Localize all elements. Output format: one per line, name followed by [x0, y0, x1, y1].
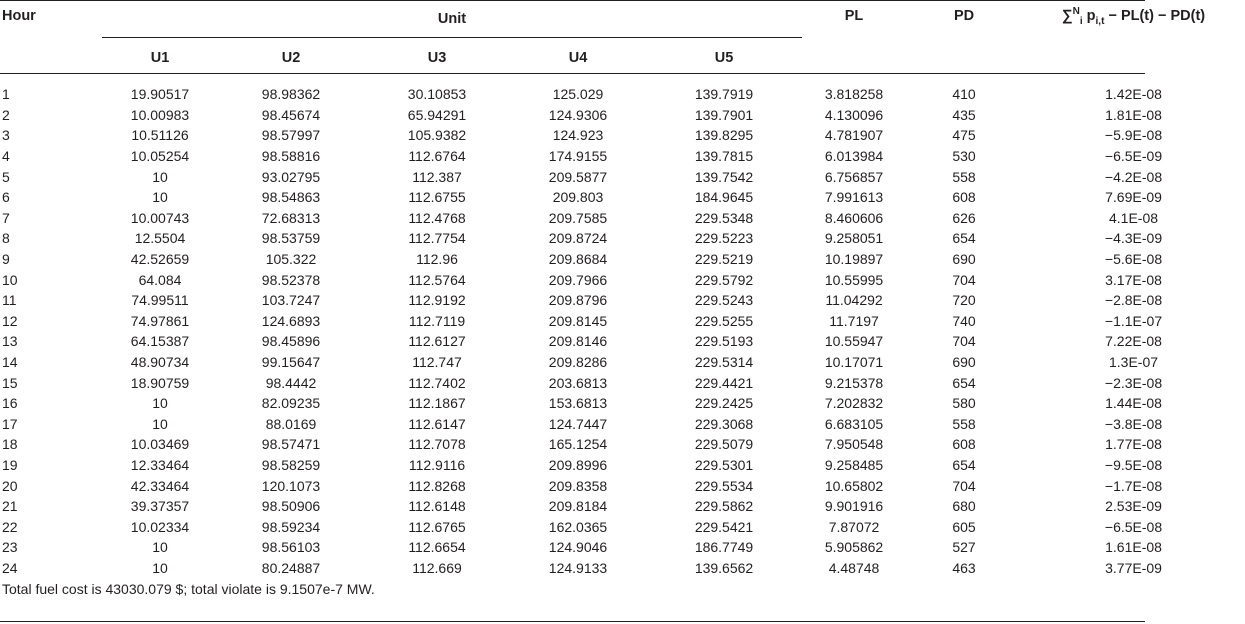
value-cell: 209.8796 [548, 292, 608, 309]
value-cell: 12.5504 [134, 230, 186, 247]
value-cell: 704 [952, 477, 976, 494]
table-row [0, 352, 1245, 373]
value-cell: 530 [952, 148, 976, 165]
value-cell: 42.33464 [130, 477, 190, 494]
value-cell: 720 [952, 292, 976, 309]
table-row [0, 269, 1245, 290]
table-row [0, 393, 1245, 414]
table-row [0, 208, 1245, 229]
value-cell: 229.5421 [694, 518, 754, 535]
value-cell: 229.5193 [694, 333, 754, 350]
value-cell: 98.52378 [261, 271, 321, 288]
hour-cell: 23 [2, 539, 18, 556]
value-cell: 112.6654 [408, 539, 466, 556]
value-cell: 229.5079 [694, 436, 754, 453]
value-cell: 112.7754 [408, 230, 466, 247]
value-cell: 209.8996 [548, 456, 608, 473]
value-cell: −2.3E-08 [1104, 374, 1163, 391]
table-row [0, 311, 1245, 332]
hour-cell: 12 [2, 312, 18, 329]
value-cell: 64.084 [138, 271, 182, 288]
value-cell: 186.7749 [694, 539, 754, 556]
hour-cell: 16 [2, 395, 18, 412]
value-cell: 98.98362 [261, 86, 321, 103]
value-cell: 704 [952, 333, 976, 350]
value-cell: −1.1E-07 [1104, 312, 1163, 329]
value-cell: 112.5764 [408, 271, 466, 288]
value-cell: 10 [152, 168, 168, 185]
hour-cell: 19 [2, 456, 18, 473]
value-cell: 65.94291 [407, 106, 467, 123]
value-cell: 112.96 [416, 251, 458, 268]
u3-header: U3 [364, 38, 510, 79]
hour-header: Hour [2, 8, 36, 24]
value-cell: 112.4768 [408, 209, 466, 226]
value-cell: 209.5877 [548, 168, 608, 185]
value-cell: −4.2E-08 [1104, 168, 1163, 185]
u5-header: U5 [646, 38, 802, 79]
value-cell: 10.19897 [824, 251, 884, 268]
value-cell: 98.58816 [261, 148, 321, 165]
value-cell: 229.5223 [694, 230, 754, 247]
balance-header [1022, 0, 1245, 78]
value-cell: 112.7078 [408, 436, 466, 453]
value-cell: 10.55947 [824, 333, 884, 350]
value-cell: 1.42E-08 [1105, 86, 1162, 103]
hour-cell: 3 [2, 127, 10, 144]
value-cell: 6.013984 [824, 148, 884, 165]
hour-cell: 5 [2, 168, 10, 185]
value-cell: 229.5792 [694, 271, 754, 288]
value-cell: 72.68313 [261, 209, 321, 226]
value-cell: 112.387 [412, 168, 462, 185]
value-cell: 209.7585 [548, 209, 608, 226]
value-cell: 209.8184 [548, 498, 608, 515]
value-cell: 98.57471 [261, 436, 321, 453]
value-cell: 112.8268 [408, 477, 466, 494]
value-cell: 74.97861 [130, 312, 190, 329]
value-cell: 125.029 [552, 86, 604, 103]
value-cell: −4.3E-09 [1104, 230, 1163, 247]
hour-cell: 9 [2, 251, 10, 268]
value-cell: 99.15647 [261, 354, 321, 371]
value-cell: 139.7815 [694, 148, 754, 165]
value-cell: 112.747 [412, 354, 462, 371]
value-cell: 6.683105 [824, 415, 884, 432]
u2-header: U2 [218, 38, 364, 79]
value-cell: 229.2425 [694, 395, 754, 412]
value-cell: 30.10853 [407, 86, 467, 103]
value-cell: 112.6147 [408, 415, 466, 432]
hour-cell: 24 [2, 559, 18, 576]
value-cell: 139.7542 [694, 168, 754, 185]
value-cell: −5.6E-08 [1104, 251, 1163, 268]
value-cell: 98.4442 [265, 374, 317, 391]
value-cell: 654 [952, 456, 976, 473]
table-row [0, 331, 1245, 352]
value-cell: 229.5348 [694, 209, 754, 226]
value-cell: −2.8E-08 [1104, 292, 1163, 309]
value-cell: 410 [952, 86, 976, 103]
value-cell: 10.00983 [130, 106, 190, 123]
value-cell: 9.901916 [824, 498, 884, 515]
value-cell: 112.6127 [408, 333, 466, 350]
value-cell: 124.9133 [548, 559, 608, 576]
value-cell: 112.6765 [408, 518, 466, 535]
value-cell: 42.52659 [130, 251, 190, 268]
value-cell: 88.0169 [265, 415, 317, 432]
value-cell: 12.33464 [130, 456, 190, 473]
value-cell: 112.1867 [408, 395, 466, 412]
value-cell: 7.991613 [824, 189, 884, 206]
hour-cell: 11 [2, 292, 17, 309]
u4-header: U4 [510, 38, 646, 79]
unit-group-header [102, 0, 802, 38]
value-cell: 626 [952, 209, 976, 226]
value-cell: 98.57997 [261, 127, 321, 144]
u1-header: U1 [102, 38, 218, 79]
value-cell: 229.3068 [694, 415, 754, 432]
value-cell: 229.5862 [694, 498, 754, 515]
pd-header: PD [953, 8, 975, 24]
pl-header: PL [844, 8, 864, 24]
value-cell: 64.15387 [130, 333, 190, 350]
value-cell: 9.258485 [824, 456, 884, 473]
value-cell: 18.90759 [130, 374, 190, 391]
table-row [0, 414, 1245, 435]
value-cell: 120.1073 [261, 477, 321, 494]
hour-cell: 13 [2, 333, 18, 350]
value-cell: 124.6893 [261, 312, 321, 329]
value-cell: 7.202832 [824, 395, 884, 412]
value-cell: 98.56103 [261, 539, 321, 556]
value-cell: 39.37357 [130, 498, 190, 515]
value-cell: 80.24887 [261, 559, 321, 576]
sigma-upper: N [1072, 6, 1080, 17]
value-cell: 229.5301 [694, 456, 754, 473]
value-cell: 10.65802 [824, 477, 884, 494]
value-cell: 10.00743 [130, 209, 190, 226]
value-cell: 7.22E-08 [1105, 333, 1162, 350]
value-cell: 1.81E-08 [1105, 106, 1162, 123]
hour-cell: 8 [2, 230, 10, 247]
value-cell: 139.6562 [694, 559, 754, 576]
value-cell: 10.55995 [824, 271, 884, 288]
hour-cell: 7 [2, 209, 10, 226]
table-row [0, 496, 1245, 517]
table-row [0, 166, 1245, 187]
value-cell: 10.03469 [130, 436, 190, 453]
table-row [0, 475, 1245, 496]
value-cell: −1.7E-08 [1104, 477, 1163, 494]
value-cell: 580 [952, 395, 976, 412]
value-cell: 11.04292 [825, 292, 883, 309]
table-row [0, 516, 1245, 537]
value-cell: 82.09235 [261, 395, 321, 412]
hour-cell: 1 [2, 86, 10, 103]
value-cell: 203.6813 [548, 374, 608, 391]
value-cell: 105.322 [265, 251, 317, 268]
sigma-lower: i [1079, 15, 1083, 27]
value-cell: 7.87072 [828, 518, 880, 535]
table-row [0, 187, 1245, 208]
value-cell: 7.950548 [824, 436, 884, 453]
value-cell: 139.7919 [694, 86, 754, 103]
hour-cell: 20 [2, 477, 18, 494]
value-cell: 10 [152, 189, 168, 206]
hour-cell: 22 [2, 518, 18, 535]
table-row [0, 146, 1245, 167]
value-cell: 10.02334 [130, 518, 190, 535]
value-cell: 9.215378 [824, 374, 884, 391]
table-body [0, 78, 1245, 578]
value-cell: 608 [952, 436, 976, 453]
value-cell: 19.90517 [130, 86, 190, 103]
value-cell: −3.8E-08 [1104, 415, 1163, 432]
value-cell: 527 [952, 539, 976, 556]
value-cell: 112.7402 [408, 374, 466, 391]
value-cell: 690 [952, 354, 976, 371]
table-row [0, 228, 1245, 249]
value-cell: 558 [952, 415, 976, 432]
value-cell: 475 [952, 127, 976, 144]
value-cell: 229.5314 [694, 354, 754, 371]
hour-cell: 18 [2, 436, 18, 453]
table-row [0, 78, 1245, 105]
value-cell: 98.45896 [261, 333, 321, 350]
value-cell: 112.6755 [408, 189, 466, 206]
value-cell: 98.50906 [261, 498, 321, 515]
value-cell: 209.8724 [548, 230, 608, 247]
value-cell: 3.77E-09 [1105, 559, 1162, 576]
value-cell: 8.460606 [824, 209, 884, 226]
hour-cell: 17 [2, 415, 18, 432]
value-cell: 229.5219 [694, 251, 754, 268]
value-cell: 4.48748 [828, 559, 880, 576]
value-cell: 10.05254 [130, 148, 190, 165]
value-cell: 10 [152, 415, 168, 432]
sigma-symbol: ∑ [1061, 6, 1073, 24]
value-cell: 3.17E-08 [1105, 271, 1162, 288]
value-cell: 209.8146 [548, 333, 608, 350]
value-cell: 48.90734 [130, 354, 190, 371]
value-cell: 654 [952, 230, 976, 247]
value-cell: 165.1254 [548, 436, 608, 453]
value-cell: 112.6148 [408, 498, 466, 515]
value-cell: −5.9E-08 [1104, 127, 1163, 144]
value-cell: 10.17071 [824, 354, 884, 371]
hour-cell: 14 [2, 354, 18, 371]
value-cell: 139.7901 [694, 106, 754, 123]
value-cell: 112.669 [412, 559, 462, 576]
value-cell: 153.6813 [548, 395, 608, 412]
value-cell: 229.5255 [694, 312, 754, 329]
value-cell: 558 [952, 168, 976, 185]
value-cell: 1.44E-08 [1105, 395, 1162, 412]
value-cell: 9.258051 [824, 230, 884, 247]
value-cell: 124.7447 [548, 415, 608, 432]
value-cell: 229.5243 [694, 292, 754, 309]
value-cell: 740 [952, 312, 976, 329]
value-cell: 229.4421 [694, 374, 754, 391]
table-row [0, 125, 1245, 146]
value-cell: 112.6764 [408, 148, 466, 165]
balance-rest: − PL(t) − PD(t) [1104, 7, 1206, 24]
p-symbol: p [1086, 7, 1096, 24]
value-cell: 654 [952, 374, 976, 391]
value-cell: 4.1E-08 [1109, 209, 1159, 226]
value-cell: 3.818258 [824, 86, 884, 103]
value-cell: 209.8358 [548, 477, 608, 494]
value-cell: 10.51126 [131, 127, 189, 144]
unit-header: Unit [437, 11, 467, 27]
value-cell: 98.59234 [261, 518, 321, 535]
value-cell: 98.54863 [261, 189, 321, 206]
value-cell: 162.0365 [548, 518, 608, 535]
value-cell: 608 [952, 189, 976, 206]
p-subscript: i,t [1095, 15, 1105, 27]
value-cell: 10 [152, 539, 168, 556]
hour-cell: 6 [2, 189, 10, 206]
hour-cell: 4 [2, 148, 10, 165]
value-cell: 209.8286 [548, 354, 608, 371]
value-cell: 11.7197 [829, 312, 879, 329]
value-cell: 74.99511 [131, 292, 189, 309]
hour-cell: 15 [2, 374, 18, 391]
value-cell: 2.53E-09 [1105, 498, 1162, 515]
value-cell: 112.7119 [408, 312, 466, 329]
value-cell: 1.61E-08 [1105, 539, 1162, 556]
value-cell: 5.905862 [824, 539, 884, 556]
value-cell: 605 [952, 518, 976, 535]
value-cell: 435 [952, 106, 976, 123]
value-cell: 7.69E-09 [1105, 189, 1162, 206]
table-row [0, 537, 1245, 558]
value-cell: 6.756857 [824, 168, 884, 185]
value-cell: 1.77E-08 [1105, 436, 1162, 453]
value-cell: 124.9306 [548, 106, 608, 123]
table-row [0, 434, 1245, 455]
hour-cell: 21 [2, 498, 18, 515]
value-cell: 680 [952, 498, 976, 515]
value-cell: 704 [952, 271, 976, 288]
value-cell: 112.9116 [408, 456, 466, 473]
value-cell: 4.130096 [824, 106, 884, 123]
value-cell: 93.02795 [261, 168, 321, 185]
value-cell: 1.3E-07 [1109, 354, 1159, 371]
value-cell: 124.923 [552, 127, 604, 144]
hour-cell: 2 [2, 106, 10, 123]
value-cell: 105.9382 [407, 127, 467, 144]
value-cell: −9.5E-08 [1104, 456, 1163, 473]
value-cell: 10 [152, 395, 168, 412]
value-cell: 10 [152, 559, 168, 576]
value-cell: 209.803 [552, 189, 604, 206]
value-cell: 98.45674 [261, 106, 321, 123]
value-cell: −6.5E-09 [1104, 148, 1163, 165]
table-row [0, 290, 1245, 311]
table-row [0, 105, 1245, 126]
bottom-rule [0, 621, 1145, 622]
value-cell: 209.8684 [548, 251, 608, 268]
value-cell: 103.7247 [261, 292, 321, 309]
hour-cell: 10 [2, 271, 18, 288]
value-cell: 690 [952, 251, 976, 268]
table-row [0, 558, 1245, 579]
table-footnote: Total fuel cost is 43030.079 $; total violate is 9.1507e-7 MW. [2, 581, 375, 598]
value-cell: 98.53759 [261, 230, 321, 247]
value-cell: 184.9645 [694, 189, 754, 206]
value-cell: 209.8145 [548, 312, 608, 329]
value-cell: 124.9046 [548, 539, 608, 556]
value-cell: −6.5E-08 [1104, 518, 1163, 535]
value-cell: 112.9192 [408, 292, 466, 309]
value-cell: 463 [952, 559, 976, 576]
table-row [0, 249, 1245, 270]
table-row [0, 455, 1245, 476]
value-cell: 139.8295 [694, 127, 754, 144]
value-cell: 209.7966 [548, 271, 608, 288]
value-cell: 98.58259 [261, 456, 321, 473]
table-row [0, 372, 1245, 393]
value-cell: 4.781907 [824, 127, 884, 144]
value-cell: 174.9155 [548, 148, 608, 165]
value-cell: 229.5534 [694, 477, 754, 494]
